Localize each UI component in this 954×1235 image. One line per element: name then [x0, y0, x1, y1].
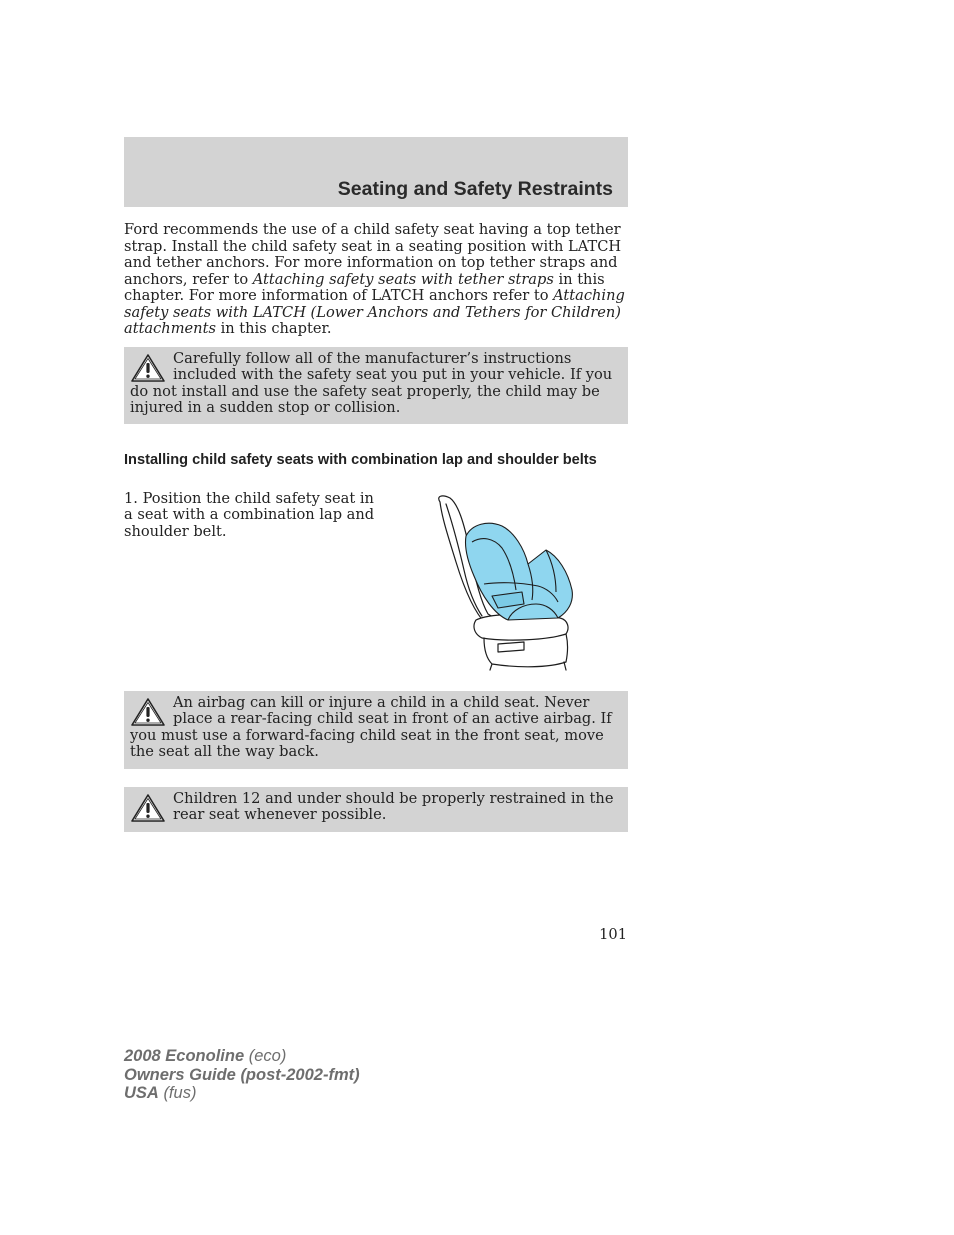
footer-market-code: (fus) [163, 1084, 197, 1102]
child-seat-illustration [428, 492, 582, 672]
intro-paragraph [124, 222, 628, 338]
warning-box-children [124, 787, 628, 832]
intro-reference-latch: Attaching safety seats with LATCH (Lower Anchors and Tethers for Children) attachments [124, 287, 625, 337]
page-title: Seating and Safety Restraints [337, 178, 613, 200]
footer-model: 2008 Econoline [124, 1047, 245, 1065]
document-footer [124, 1047, 360, 1103]
intro-text-3: in this chapter. [215, 320, 332, 337]
warning-text: An airbag can kill or injure a child in a child seat. Never place a rear-facing child seat in front of an active airbag. If you must use a forward-facing child seat in the front seat, move the seat all the way back. [130, 694, 612, 760]
warning-text: Children 12 and under should be properly restrained in the rear seat whenever possible. [173, 790, 614, 824]
footer-line-guide [124, 1066, 360, 1085]
section-heading: Installing child safety seats with combination lap and shoulder belts [124, 452, 597, 468]
warning-triangle-icon [130, 697, 166, 727]
warning-triangle-icon [130, 793, 166, 823]
intro-text-2: in this chapter. For more information of LATCH anchors refer to [124, 270, 605, 304]
footer-model-code: (eco) [248, 1047, 287, 1065]
step-1-text: 1. Position the child safety seat in a seat with a combination lap and shoulder belt. [124, 490, 375, 540]
page-number: 101 [599, 926, 627, 943]
intro-reference-tether: Attaching safety seats with tether straps [252, 270, 554, 288]
footer-market: USA [124, 1084, 159, 1102]
footer-line-model [124, 1047, 360, 1066]
intro-text-1: Ford recommends the use of a child safety seat having a top tether strap. Install the child safety seat in a seating position with LATCH and tether anchors. For more information on top tether straps and anchors, refer to [124, 221, 622, 288]
page-header-band [124, 137, 628, 207]
footer-guide: Owners Guide (post-2002-fmt) [124, 1065, 360, 1084]
warning-box-airbag [124, 691, 628, 769]
warning-triangle-icon [130, 353, 166, 383]
footer-line-market [124, 1084, 360, 1103]
warning-text: Carefully follow all of the manufacturer’s instructions included with the safety seat you put in your vehicle. If you do not install and use the safety seat properly, the child may be injured in a sudden stop or collision. [130, 350, 613, 416]
warning-box-instructions [124, 347, 628, 424]
